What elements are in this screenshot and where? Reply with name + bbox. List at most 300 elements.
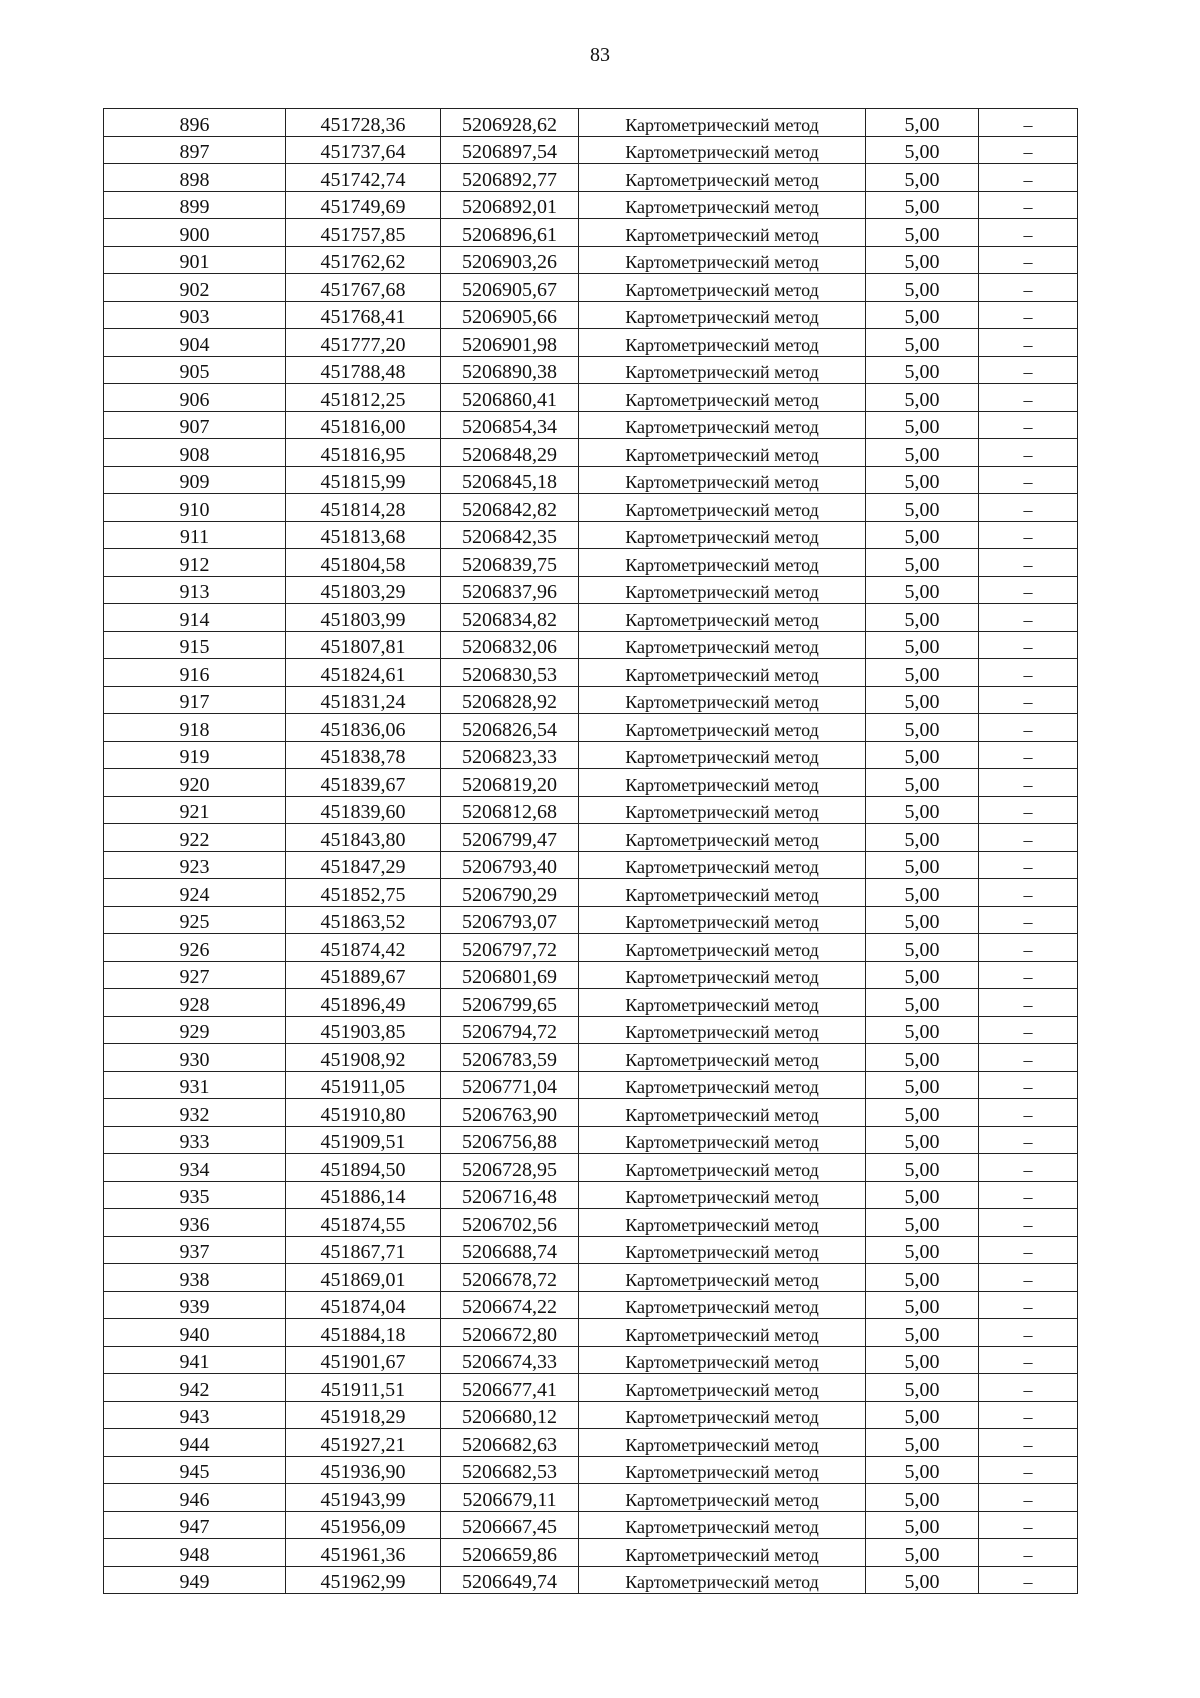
table-row xyxy=(104,1099,1078,1127)
y-coordinate-cell: 5206682,63 xyxy=(441,1429,579,1457)
x-coordinate-cell: 451956,09 xyxy=(286,1511,441,1539)
point-number-cell: 931 xyxy=(104,1071,286,1099)
y-coordinate-cell: 5206679,11 xyxy=(441,1484,579,1512)
dash-cell: – xyxy=(979,796,1078,824)
table-row xyxy=(104,686,1078,714)
point-number-cell: 909 xyxy=(104,466,286,494)
dash-cell: – xyxy=(979,961,1078,989)
table-row xyxy=(104,494,1078,522)
method-cell: Картометрический метод xyxy=(579,934,866,962)
accuracy-cell: 5,00 xyxy=(866,714,979,742)
accuracy-cell: 5,00 xyxy=(866,1346,979,1374)
x-coordinate-cell: 451803,99 xyxy=(286,604,441,632)
table-row xyxy=(104,796,1078,824)
dash-cell: – xyxy=(979,356,1078,384)
y-coordinate-cell: 5206783,59 xyxy=(441,1044,579,1072)
point-number-cell: 916 xyxy=(104,659,286,687)
x-coordinate-cell: 451812,25 xyxy=(286,384,441,412)
method-cell: Картометрический метод xyxy=(579,1346,866,1374)
y-coordinate-cell: 5206677,41 xyxy=(441,1374,579,1402)
y-coordinate-cell: 5206716,48 xyxy=(441,1181,579,1209)
table-row xyxy=(104,851,1078,879)
point-number-cell: 896 xyxy=(104,109,286,137)
x-coordinate-cell: 451847,29 xyxy=(286,851,441,879)
table-row xyxy=(104,1181,1078,1209)
dash-cell: – xyxy=(979,879,1078,907)
table-row xyxy=(104,329,1078,357)
dash-cell: – xyxy=(979,824,1078,852)
x-coordinate-cell: 451749,69 xyxy=(286,191,441,219)
y-coordinate-cell: 5206702,56 xyxy=(441,1209,579,1237)
dash-cell: – xyxy=(979,164,1078,192)
table-row xyxy=(104,1236,1078,1264)
point-number-cell: 928 xyxy=(104,989,286,1017)
table-row xyxy=(104,109,1078,137)
method-cell: Картометрический метод xyxy=(579,1044,866,1072)
dash-cell: – xyxy=(979,411,1078,439)
y-coordinate-cell: 5206834,82 xyxy=(441,604,579,632)
table-row xyxy=(104,714,1078,742)
y-coordinate-cell: 5206728,95 xyxy=(441,1154,579,1182)
accuracy-cell: 5,00 xyxy=(866,796,979,824)
method-cell: Картометрический метод xyxy=(579,879,866,907)
point-number-cell: 944 xyxy=(104,1429,286,1457)
point-number-cell: 905 xyxy=(104,356,286,384)
method-cell: Картометрический метод xyxy=(579,329,866,357)
accuracy-cell: 5,00 xyxy=(866,824,979,852)
accuracy-cell: 5,00 xyxy=(866,989,979,1017)
dash-cell: – xyxy=(979,439,1078,467)
method-cell: Картометрический метод xyxy=(579,356,866,384)
method-cell: Картометрический метод xyxy=(579,1126,866,1154)
method-cell: Картометрический метод xyxy=(579,1374,866,1402)
table-row xyxy=(104,631,1078,659)
y-coordinate-cell: 5206842,82 xyxy=(441,494,579,522)
point-number-cell: 906 xyxy=(104,384,286,412)
table-row xyxy=(104,659,1078,687)
method-cell: Картометрический метод xyxy=(579,549,866,577)
point-number-cell: 919 xyxy=(104,741,286,769)
x-coordinate-cell: 451836,06 xyxy=(286,714,441,742)
point-number-cell: 942 xyxy=(104,1374,286,1402)
table-row xyxy=(104,246,1078,274)
y-coordinate-cell: 5206793,40 xyxy=(441,851,579,879)
accuracy-cell: 5,00 xyxy=(866,439,979,467)
point-number-cell: 927 xyxy=(104,961,286,989)
coordinates-table xyxy=(103,108,1078,1594)
y-coordinate-cell: 5206819,20 xyxy=(441,769,579,797)
accuracy-cell: 5,00 xyxy=(866,576,979,604)
y-coordinate-cell: 5206854,34 xyxy=(441,411,579,439)
dash-cell: – xyxy=(979,1071,1078,1099)
table-row xyxy=(104,1346,1078,1374)
method-cell: Картометрический метод xyxy=(579,576,866,604)
method-cell: Картометрический метод xyxy=(579,1319,866,1347)
method-cell: Картометрический метод xyxy=(579,1539,866,1567)
accuracy-cell: 5,00 xyxy=(866,301,979,329)
accuracy-cell: 5,00 xyxy=(866,934,979,962)
accuracy-cell: 5,00 xyxy=(866,1566,979,1594)
x-coordinate-cell: 451824,61 xyxy=(286,659,441,687)
dash-cell: – xyxy=(979,521,1078,549)
y-coordinate-cell: 5206842,35 xyxy=(441,521,579,549)
accuracy-cell: 5,00 xyxy=(866,411,979,439)
dash-cell: – xyxy=(979,274,1078,302)
x-coordinate-cell: 451813,68 xyxy=(286,521,441,549)
table-row xyxy=(104,906,1078,934)
point-number-cell: 900 xyxy=(104,219,286,247)
dash-cell: – xyxy=(979,1374,1078,1402)
method-cell: Картометрический метод xyxy=(579,989,866,1017)
dash-cell: – xyxy=(979,1511,1078,1539)
accuracy-cell: 5,00 xyxy=(866,1071,979,1099)
method-cell: Картометрический метод xyxy=(579,411,866,439)
y-coordinate-cell: 5206848,29 xyxy=(441,439,579,467)
y-coordinate-cell: 5206839,75 xyxy=(441,549,579,577)
y-coordinate-cell: 5206892,77 xyxy=(441,164,579,192)
accuracy-cell: 5,00 xyxy=(866,1456,979,1484)
point-number-cell: 918 xyxy=(104,714,286,742)
point-number-cell: 945 xyxy=(104,1456,286,1484)
x-coordinate-cell: 451843,80 xyxy=(286,824,441,852)
table-row xyxy=(104,274,1078,302)
accuracy-cell: 5,00 xyxy=(866,659,979,687)
accuracy-cell: 5,00 xyxy=(866,274,979,302)
dash-cell: – xyxy=(979,1236,1078,1264)
dash-cell: – xyxy=(979,1016,1078,1044)
accuracy-cell: 5,00 xyxy=(866,164,979,192)
y-coordinate-cell: 5206812,68 xyxy=(441,796,579,824)
accuracy-cell: 5,00 xyxy=(866,219,979,247)
dash-cell: – xyxy=(979,1429,1078,1457)
accuracy-cell: 5,00 xyxy=(866,1374,979,1402)
method-cell: Картометрический метод xyxy=(579,796,866,824)
x-coordinate-cell: 451839,67 xyxy=(286,769,441,797)
y-coordinate-cell: 5206828,92 xyxy=(441,686,579,714)
accuracy-cell: 5,00 xyxy=(866,686,979,714)
table-row xyxy=(104,1291,1078,1319)
accuracy-cell: 5,00 xyxy=(866,521,979,549)
table-row xyxy=(104,521,1078,549)
x-coordinate-cell: 451767,68 xyxy=(286,274,441,302)
dash-cell: – xyxy=(979,906,1078,934)
point-number-cell: 904 xyxy=(104,329,286,357)
method-cell: Картометрический метод xyxy=(579,246,866,274)
x-coordinate-cell: 451742,74 xyxy=(286,164,441,192)
method-cell: Картометрический метод xyxy=(579,1099,866,1127)
table-row xyxy=(104,1511,1078,1539)
x-coordinate-cell: 451816,00 xyxy=(286,411,441,439)
method-cell: Картометрический метод xyxy=(579,219,866,247)
table-row xyxy=(104,769,1078,797)
y-coordinate-cell: 5206678,72 xyxy=(441,1264,579,1292)
y-coordinate-cell: 5206903,26 xyxy=(441,246,579,274)
x-coordinate-cell: 451901,67 xyxy=(286,1346,441,1374)
method-cell: Картометрический метод xyxy=(579,109,866,137)
accuracy-cell: 5,00 xyxy=(866,329,979,357)
table-row xyxy=(104,1071,1078,1099)
point-number-cell: 912 xyxy=(104,549,286,577)
dash-cell: – xyxy=(979,246,1078,274)
accuracy-cell: 5,00 xyxy=(866,384,979,412)
point-number-cell: 903 xyxy=(104,301,286,329)
point-number-cell: 930 xyxy=(104,1044,286,1072)
point-number-cell: 898 xyxy=(104,164,286,192)
table-row xyxy=(104,1484,1078,1512)
x-coordinate-cell: 451804,58 xyxy=(286,549,441,577)
accuracy-cell: 5,00 xyxy=(866,1291,979,1319)
dash-cell: – xyxy=(979,686,1078,714)
point-number-cell: 929 xyxy=(104,1016,286,1044)
dash-cell: – xyxy=(979,136,1078,164)
method-cell: Картометрический метод xyxy=(579,1209,866,1237)
accuracy-cell: 5,00 xyxy=(866,246,979,274)
accuracy-cell: 5,00 xyxy=(866,906,979,934)
accuracy-cell: 5,00 xyxy=(866,631,979,659)
table-row xyxy=(104,961,1078,989)
method-cell: Картометрический метод xyxy=(579,1291,866,1319)
dash-cell: – xyxy=(979,1539,1078,1567)
x-coordinate-cell: 451911,05 xyxy=(286,1071,441,1099)
accuracy-cell: 5,00 xyxy=(866,851,979,879)
point-number-cell: 947 xyxy=(104,1511,286,1539)
y-coordinate-cell: 5206799,47 xyxy=(441,824,579,852)
point-number-cell: 934 xyxy=(104,1154,286,1182)
table-row xyxy=(104,989,1078,1017)
accuracy-cell: 5,00 xyxy=(866,494,979,522)
dash-cell: – xyxy=(979,1181,1078,1209)
point-number-cell: 926 xyxy=(104,934,286,962)
x-coordinate-cell: 451874,04 xyxy=(286,1291,441,1319)
y-coordinate-cell: 5206790,29 xyxy=(441,879,579,907)
dash-cell: – xyxy=(979,769,1078,797)
x-coordinate-cell: 451728,36 xyxy=(286,109,441,137)
accuracy-cell: 5,00 xyxy=(866,1511,979,1539)
accuracy-cell: 5,00 xyxy=(866,1236,979,1264)
method-cell: Картометрический метод xyxy=(579,1016,866,1044)
table-row xyxy=(104,219,1078,247)
x-coordinate-cell: 451896,49 xyxy=(286,989,441,1017)
x-coordinate-cell: 451909,51 xyxy=(286,1126,441,1154)
y-coordinate-cell: 5206905,67 xyxy=(441,274,579,302)
point-number-cell: 924 xyxy=(104,879,286,907)
dash-cell: – xyxy=(979,384,1078,412)
table-row xyxy=(104,879,1078,907)
accuracy-cell: 5,00 xyxy=(866,1539,979,1567)
method-cell: Картометрический метод xyxy=(579,961,866,989)
dash-cell: – xyxy=(979,934,1078,962)
method-cell: Картометрический метод xyxy=(579,1236,866,1264)
table-row xyxy=(104,1319,1078,1347)
dash-cell: – xyxy=(979,549,1078,577)
accuracy-cell: 5,00 xyxy=(866,1126,979,1154)
point-number-cell: 933 xyxy=(104,1126,286,1154)
table-row xyxy=(104,576,1078,604)
point-number-cell: 943 xyxy=(104,1401,286,1429)
page-number: 83 xyxy=(590,44,610,66)
y-coordinate-cell: 5206928,62 xyxy=(441,109,579,137)
point-number-cell: 907 xyxy=(104,411,286,439)
dash-cell: – xyxy=(979,1401,1078,1429)
accuracy-cell: 5,00 xyxy=(866,1319,979,1347)
y-coordinate-cell: 5206674,33 xyxy=(441,1346,579,1374)
x-coordinate-cell: 451863,52 xyxy=(286,906,441,934)
method-cell: Картометрический метод xyxy=(579,1181,866,1209)
table-row xyxy=(104,1539,1078,1567)
table-row xyxy=(104,1566,1078,1594)
table-row xyxy=(104,164,1078,192)
method-cell: Картометрический метод xyxy=(579,521,866,549)
method-cell: Картометрический метод xyxy=(579,769,866,797)
point-number-cell: 925 xyxy=(104,906,286,934)
method-cell: Картометрический метод xyxy=(579,384,866,412)
accuracy-cell: 5,00 xyxy=(866,191,979,219)
dash-cell: – xyxy=(979,494,1078,522)
y-coordinate-cell: 5206763,90 xyxy=(441,1099,579,1127)
table-row xyxy=(104,824,1078,852)
y-coordinate-cell: 5206682,53 xyxy=(441,1456,579,1484)
method-cell: Картометрический метод xyxy=(579,1456,866,1484)
table-row xyxy=(104,384,1078,412)
method-cell: Картометрический метод xyxy=(579,851,866,879)
y-coordinate-cell: 5206672,80 xyxy=(441,1319,579,1347)
table-row xyxy=(104,604,1078,632)
table-row xyxy=(104,301,1078,329)
y-coordinate-cell: 5206892,01 xyxy=(441,191,579,219)
y-coordinate-cell: 5206667,45 xyxy=(441,1511,579,1539)
dash-cell: – xyxy=(979,659,1078,687)
dash-cell: – xyxy=(979,1209,1078,1237)
point-number-cell: 932 xyxy=(104,1099,286,1127)
y-coordinate-cell: 5206896,61 xyxy=(441,219,579,247)
point-number-cell: 902 xyxy=(104,274,286,302)
method-cell: Картометрический метод xyxy=(579,274,866,302)
table-row xyxy=(104,1209,1078,1237)
y-coordinate-cell: 5206680,12 xyxy=(441,1401,579,1429)
accuracy-cell: 5,00 xyxy=(866,741,979,769)
accuracy-cell: 5,00 xyxy=(866,109,979,137)
x-coordinate-cell: 451867,71 xyxy=(286,1236,441,1264)
x-coordinate-cell: 451777,20 xyxy=(286,329,441,357)
method-cell: Картометрический метод xyxy=(579,136,866,164)
y-coordinate-cell: 5206794,72 xyxy=(441,1016,579,1044)
dash-cell: – xyxy=(979,1319,1078,1347)
accuracy-cell: 5,00 xyxy=(866,1401,979,1429)
dash-cell: – xyxy=(979,1566,1078,1594)
x-coordinate-cell: 451839,60 xyxy=(286,796,441,824)
y-coordinate-cell: 5206799,65 xyxy=(441,989,579,1017)
table-row xyxy=(104,411,1078,439)
point-number-cell: 949 xyxy=(104,1566,286,1594)
table-row xyxy=(104,1016,1078,1044)
table-row xyxy=(104,191,1078,219)
x-coordinate-cell: 451803,29 xyxy=(286,576,441,604)
point-number-cell: 897 xyxy=(104,136,286,164)
point-number-cell: 935 xyxy=(104,1181,286,1209)
point-number-cell: 899 xyxy=(104,191,286,219)
accuracy-cell: 5,00 xyxy=(866,769,979,797)
method-cell: Картометрический метод xyxy=(579,1264,866,1292)
y-coordinate-cell: 5206674,22 xyxy=(441,1291,579,1319)
method-cell: Картометрический метод xyxy=(579,1484,866,1512)
x-coordinate-cell: 451788,48 xyxy=(286,356,441,384)
x-coordinate-cell: 451757,85 xyxy=(286,219,441,247)
point-number-cell: 910 xyxy=(104,494,286,522)
accuracy-cell: 5,00 xyxy=(866,356,979,384)
table-row xyxy=(104,1044,1078,1072)
x-coordinate-cell: 451927,21 xyxy=(286,1429,441,1457)
accuracy-cell: 5,00 xyxy=(866,1099,979,1127)
dash-cell: – xyxy=(979,1264,1078,1292)
y-coordinate-cell: 5206837,96 xyxy=(441,576,579,604)
point-number-cell: 941 xyxy=(104,1346,286,1374)
table-row xyxy=(104,439,1078,467)
x-coordinate-cell: 451884,18 xyxy=(286,1319,441,1347)
y-coordinate-cell: 5206830,53 xyxy=(441,659,579,687)
method-cell: Картометрический метод xyxy=(579,494,866,522)
method-cell: Картометрический метод xyxy=(579,686,866,714)
accuracy-cell: 5,00 xyxy=(866,1264,979,1292)
table-row xyxy=(104,1126,1078,1154)
dash-cell: – xyxy=(979,191,1078,219)
x-coordinate-cell: 451886,14 xyxy=(286,1181,441,1209)
accuracy-cell: 5,00 xyxy=(866,604,979,632)
y-coordinate-cell: 5206771,04 xyxy=(441,1071,579,1099)
dash-cell: – xyxy=(979,1346,1078,1374)
dash-cell: – xyxy=(979,1044,1078,1072)
method-cell: Картометрический метод xyxy=(579,1511,866,1539)
method-cell: Картометрический метод xyxy=(579,1071,866,1099)
y-coordinate-cell: 5206797,72 xyxy=(441,934,579,962)
y-coordinate-cell: 5206659,86 xyxy=(441,1539,579,1567)
dash-cell: – xyxy=(979,329,1078,357)
dash-cell: – xyxy=(979,1099,1078,1127)
point-number-cell: 914 xyxy=(104,604,286,632)
dash-cell: – xyxy=(979,301,1078,329)
y-coordinate-cell: 5206845,18 xyxy=(441,466,579,494)
table-row xyxy=(104,1429,1078,1457)
accuracy-cell: 5,00 xyxy=(866,466,979,494)
table-row xyxy=(104,1401,1078,1429)
method-cell: Картометрический метод xyxy=(579,604,866,632)
accuracy-cell: 5,00 xyxy=(866,549,979,577)
x-coordinate-cell: 451807,81 xyxy=(286,631,441,659)
x-coordinate-cell: 451962,99 xyxy=(286,1566,441,1594)
method-cell: Картометрический метод xyxy=(579,741,866,769)
table-row xyxy=(104,356,1078,384)
dash-cell: – xyxy=(979,219,1078,247)
x-coordinate-cell: 451816,95 xyxy=(286,439,441,467)
point-number-cell: 940 xyxy=(104,1319,286,1347)
table-row xyxy=(104,549,1078,577)
x-coordinate-cell: 451815,99 xyxy=(286,466,441,494)
table-row xyxy=(104,1154,1078,1182)
point-number-cell: 936 xyxy=(104,1209,286,1237)
x-coordinate-cell: 451918,29 xyxy=(286,1401,441,1429)
point-number-cell: 923 xyxy=(104,851,286,879)
x-coordinate-cell: 451936,90 xyxy=(286,1456,441,1484)
dash-cell: – xyxy=(979,1126,1078,1154)
method-cell: Картометрический метод xyxy=(579,906,866,934)
accuracy-cell: 5,00 xyxy=(866,1181,979,1209)
x-coordinate-cell: 451762,62 xyxy=(286,246,441,274)
dash-cell: – xyxy=(979,989,1078,1017)
table-row xyxy=(104,934,1078,962)
point-number-cell: 917 xyxy=(104,686,286,714)
x-coordinate-cell: 451889,67 xyxy=(286,961,441,989)
method-cell: Картометрический метод xyxy=(579,1401,866,1429)
accuracy-cell: 5,00 xyxy=(866,1016,979,1044)
